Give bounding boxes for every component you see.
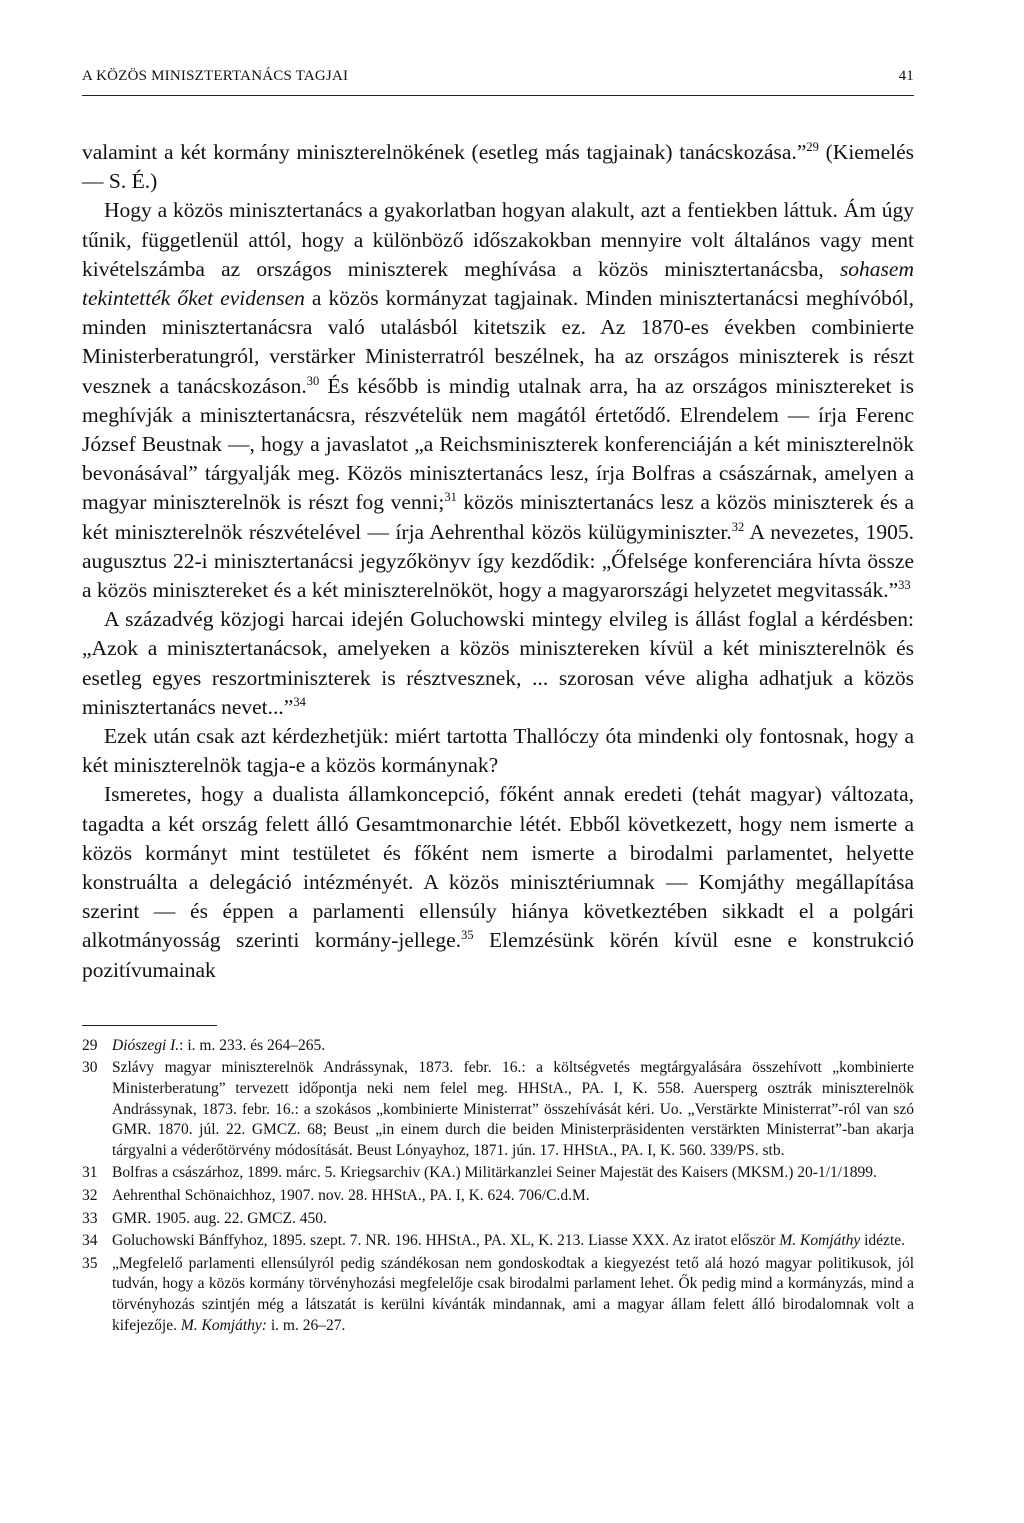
text-run: közös minisztertanács lesz a közös miniszterek és a két miniszterelnök részvételével — írja Aehrenthal közös külügyminiszter. [82, 490, 914, 544]
footnote-ref-31[interactable]: 31 [444, 490, 457, 505]
text-run: Goluchowski Bánffyhoz, 1895. szept. 7. NR. 196. HHStA., PA. XL, K. 213. Liasse XXX. Az iratot először [112, 1232, 780, 1250]
footnotes-section [82, 1025, 914, 1336]
text-run: És később is mindig utalnak arra, ha az országos minisztereket is meghívják a minisztertanácsra, részvételük nem magától értetődő. Elrendelem — írja Ferenc József Beustnak —, hogy a javaslatot „a Reichsminiszterek konferenciáján a két miniszterelnök bevonásával” tárgyalják meg. Közös minisztertanács lesz, írja Bolfras a császárnak, amelyen a magyar miniszterelnök is részt fog venni; [82, 373, 914, 515]
emphasis-text: sohasem tekintették őket evidensen [82, 256, 914, 311]
text-run: valamint a két kormány miniszterelnökének (esetleg más tagjainak) tanácskozása.” [82, 140, 807, 164]
footnote-31 [82, 1163, 914, 1184]
footnote-text: Szlávy magyar miniszterelnök Andrássynak, 1873. febr. 16.: a költségvetés megtárgyalására összehívott „kombinierte Ministerberatung” tervezett időpontja neki nem felel meg. HHStA., PA. I, K. 558. Auersperg osztrák miniszterelnök Andrássynak, 1873. febr. 16.: a szokásos „kombinierte Ministerrat” összehívását kéri. Uo. „Verstärkte Ministerrat”-ról van szó GMR. 1870. júl. 22. GMCZ. 68; Beust „in einem durch die beiden Ministerpräsidenten verstärkten Ministerrat”-ban akarja tárgyalni a véderőtörvény módosítását. Beust Lónyayhoz, 1871. jún. 17. HHStA., PA. I, K. 560. 339/PS. stb. [112, 1059, 914, 1159]
text-run: Hogy a közös minisztertanács a gyakorlatban hogyan alakult, azt a fentiekben láttuk. Ám úgy tűnik, függetlenül attól, hogy a különböző időszakokban mennyire volt általános vagy ment kivételszámba az országos miniszterek meghívása a közös minisztertanácsba, [82, 198, 914, 281]
footnote-ref-35[interactable]: 35 [461, 928, 474, 943]
footnote-32 [82, 1186, 914, 1207]
page-number: 41 [898, 68, 914, 84]
paragraph-4: Ezek után csak azt kérdezhetjük: miért tartotta Thallóczy óta mindenki oly fontosnak, hogy a két miniszterelnök tagja-e a közös kormánynak? [82, 724, 914, 778]
footnote-text [112, 1231, 914, 1252]
footnote-text: Bolfras a császárhoz, 1899. márc. 5. Kriegsarchiv (KA.) Militärkanzlei Seiner Majestät des Kaisers (MKSM.) 20-1/1/1899. [112, 1164, 877, 1182]
paragraph-3 [82, 605, 914, 722]
text-run: : i. m. 233. és 264–265. [179, 1036, 326, 1054]
text-run: (Kiemelés — S. É.) [82, 140, 914, 194]
footnote-text: Aehrenthal Schönaichhoz, 1907. nov. 28. HHStA., PA. I, K. 624. 706/C.d.M. [112, 1187, 590, 1205]
paragraph-1 [82, 138, 914, 196]
footnote-ref-32[interactable]: 32 [731, 519, 745, 534]
paragraph-5 [82, 780, 914, 984]
footnote-33 [82, 1209, 914, 1230]
text-run: i. m. 26–27. [266, 1316, 346, 1334]
footnote-number: 29 [82, 1036, 98, 1054]
text-run: A századvég közjogi harcai idején Goluchowski mintegy elvileg is állást foglal a kérdésben: „Azok a minisztertanácsok, amelyeken a közös minisztereken kívül a két miniszterelnök és esetleg egyes reszortminiszterek is résztvesznek, ... szorosan véve aligha adhatjuk a közös minisztertanács nevet...” [82, 607, 914, 719]
footnote-number: 32 [82, 1187, 98, 1205]
footnote-text: GMR. 1905. aug. 22. GMCZ. 450. [112, 1209, 327, 1227]
footnote-ref-30[interactable]: 30 [306, 373, 320, 388]
text-run: Ismeretes, hogy a dualista államkoncepció, főként annak eredeti (tehát magyar) változata, tagadta a két ország felett álló Gesamtmonarchie létét. Ebből következett, hogy nem ismerte a közös kormányt mint testületet és főként nem ismerte a birodalmi parlamentet, helyette konstruálta a delegáció intézményét. A közös minisztériumnak — Komjáthy megállapítása szerint — és éppen a parlamenti ellensúly hiánya következtében sikkadt el a polgári alkotmányosság szerinti kormány-jellege. [82, 782, 914, 953]
text-run: a közös kormányzat tagjainak. Minden minisztertanácsi meghívóból, minden minisztertanácsra való utalásból kitetszik ez. Az 1870-es években combinierte Ministerberatungról, verstärker Ministerratról beszélnek, ha az országos miniszterek is részt vesznek a tanácskozáson. [82, 286, 914, 398]
footnote-ref-33[interactable]: 33 [898, 577, 911, 592]
footnote-number: 34 [82, 1232, 98, 1250]
footnote-29 [82, 1036, 914, 1057]
footnote-text [112, 1254, 914, 1336]
text-run: Elemzésünk körén kívül esne e konstrukció pozitívumainak [82, 928, 914, 982]
footnote-35 [82, 1254, 914, 1336]
text-run: „Megfelelő parlamenti ellensúlyról pedig szándékosan nem gondoskodtak a kiegyezést tető alá hozó magyar politikusok, jól tudván, hogy a közös kormány törvényhozási megfelelője csak birodalmi parlament lehet. Ők pedig mind a kormányzás, mind a törvényhozás szintjén még a látszatát is kerülni kívánták mindannak, ami a magyar állam felett álló birodalomnak volt a kifejezője. [112, 1254, 914, 1334]
main-text [82, 138, 914, 985]
paragraph-2 [82, 196, 914, 605]
author-name: Diószegi I. [112, 1036, 180, 1054]
footnote-30 [82, 1058, 914, 1161]
footnote-number: 31 [82, 1164, 98, 1182]
footnote-number: 35 [82, 1254, 98, 1272]
footnote-ref-29[interactable]: 29 [806, 139, 819, 154]
footnote-34 [82, 1231, 914, 1252]
footnote-divider [82, 1025, 217, 1026]
text-run: A nevezetes, 1905. augusztus 22-i minisztertanácsi jegyzőkönyv így kezdődik: „Őfelsége konferenciára hívta össze a közös minisztereket és a két miniszterelnököt, hogy a magyarországi helyzetet megvitassák.” [82, 519, 914, 603]
running-title: A KÖZÖS MINISZTERTANÁCS TAGJAI [82, 68, 349, 84]
author-name: M. Komjáthy: [180, 1316, 267, 1334]
author-name: M. Komjáthy [779, 1232, 861, 1250]
footnote-text [112, 1036, 914, 1057]
running-header [82, 68, 914, 96]
footnote-number: 30 [82, 1059, 98, 1077]
footnote-number: 33 [82, 1209, 98, 1227]
footnote-ref-34[interactable]: 34 [293, 694, 306, 709]
text-run: idézte. [860, 1232, 906, 1250]
